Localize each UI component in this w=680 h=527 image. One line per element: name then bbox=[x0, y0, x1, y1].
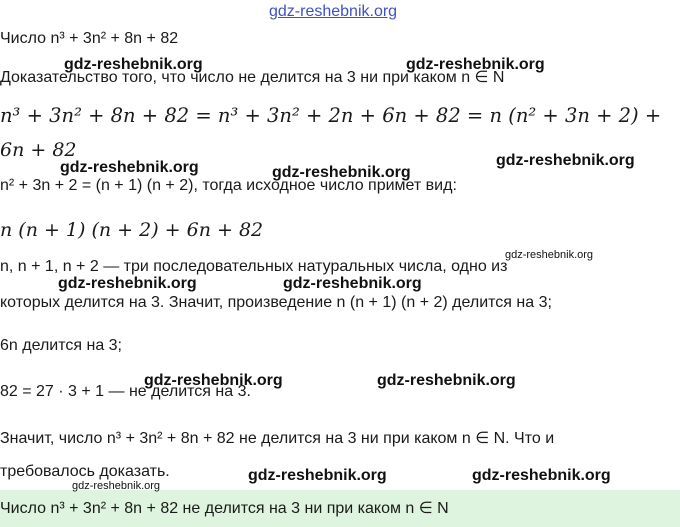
answer-line bbox=[0, 498, 449, 518]
line-9-text: 6n делится на 3; bbox=[0, 337, 122, 354]
line-6-math: n (n + 1) (n + 2) + 6n + 82 bbox=[0, 219, 264, 241]
line-11 bbox=[0, 428, 554, 448]
line-5-text: n² + 3n + 2 = (n + 1) (n + 2), тогда исходное число примет вид: bbox=[0, 177, 457, 194]
line-1-text: Число n³ + 3n² + 8n + 82 bbox=[0, 30, 179, 47]
watermark: gdz-reshebnik.org bbox=[248, 467, 387, 484]
line-3 bbox=[0, 104, 661, 127]
line-3-math: n³ + 3n² + 8n + 82 = n³ + 3n² + 2n + 6n + 82 = n (n² + 3n + 2) + bbox=[0, 104, 662, 127]
watermark: gdz-reshebnik.org bbox=[496, 152, 635, 169]
watermark: gdz-reshebnik.org bbox=[406, 56, 545, 73]
watermark: gdz-reshebnik.org bbox=[60, 159, 199, 176]
watermark: gdz-reshebnik.org bbox=[72, 480, 161, 492]
line-7 bbox=[0, 258, 507, 276]
watermark: gdz-reshebnik.org bbox=[283, 275, 422, 292]
watermark: gdz-reshebnik.org bbox=[272, 164, 411, 181]
line-11-text: Значит, число n³ + 3n² + 8n + 82 не делится на 3 ни при каком n ∈ N. Что и bbox=[0, 430, 555, 447]
line-1 bbox=[0, 30, 178, 48]
watermark: gdz-reshebnik.org bbox=[64, 56, 203, 73]
line-7-text: n, n + 1, n + 2 — три последовательных натуральных числа, одно из bbox=[0, 258, 508, 275]
line-10-text: 82 = 27 · 3 + 1 — не делится на 3. bbox=[0, 383, 251, 400]
line-12 bbox=[0, 463, 170, 481]
answer-text: Число n³ + 3n² + 8n + 82 не делится на 3 ни при каком n ∈ N bbox=[0, 500, 449, 517]
line-4 bbox=[0, 139, 77, 161]
site-link[interactable]: gdz-reshebnik.org bbox=[269, 3, 398, 20]
line-4-math: 6n + 82 bbox=[0, 139, 77, 161]
line-9 bbox=[0, 337, 122, 355]
watermark: gdz-reshebnik.org bbox=[472, 467, 611, 484]
line-6 bbox=[0, 219, 263, 241]
line-8 bbox=[0, 294, 552, 312]
watermark: gdz-reshebnik.org bbox=[144, 372, 283, 389]
line-12-text: требовалось доказать. bbox=[0, 463, 170, 480]
line-2-text: Доказательство того, что число не делится на 3 ни при каком n ∈ N bbox=[0, 69, 505, 86]
watermark: gdz-reshebnik.org bbox=[505, 249, 594, 261]
line-8-text: которых делится на 3. Значит, произведение n (n + 1) (n + 2) делится на 3; bbox=[0, 294, 552, 311]
watermark: gdz-reshebnik.org bbox=[377, 372, 516, 389]
watermark: gdz-reshebnik.org bbox=[58, 275, 197, 292]
